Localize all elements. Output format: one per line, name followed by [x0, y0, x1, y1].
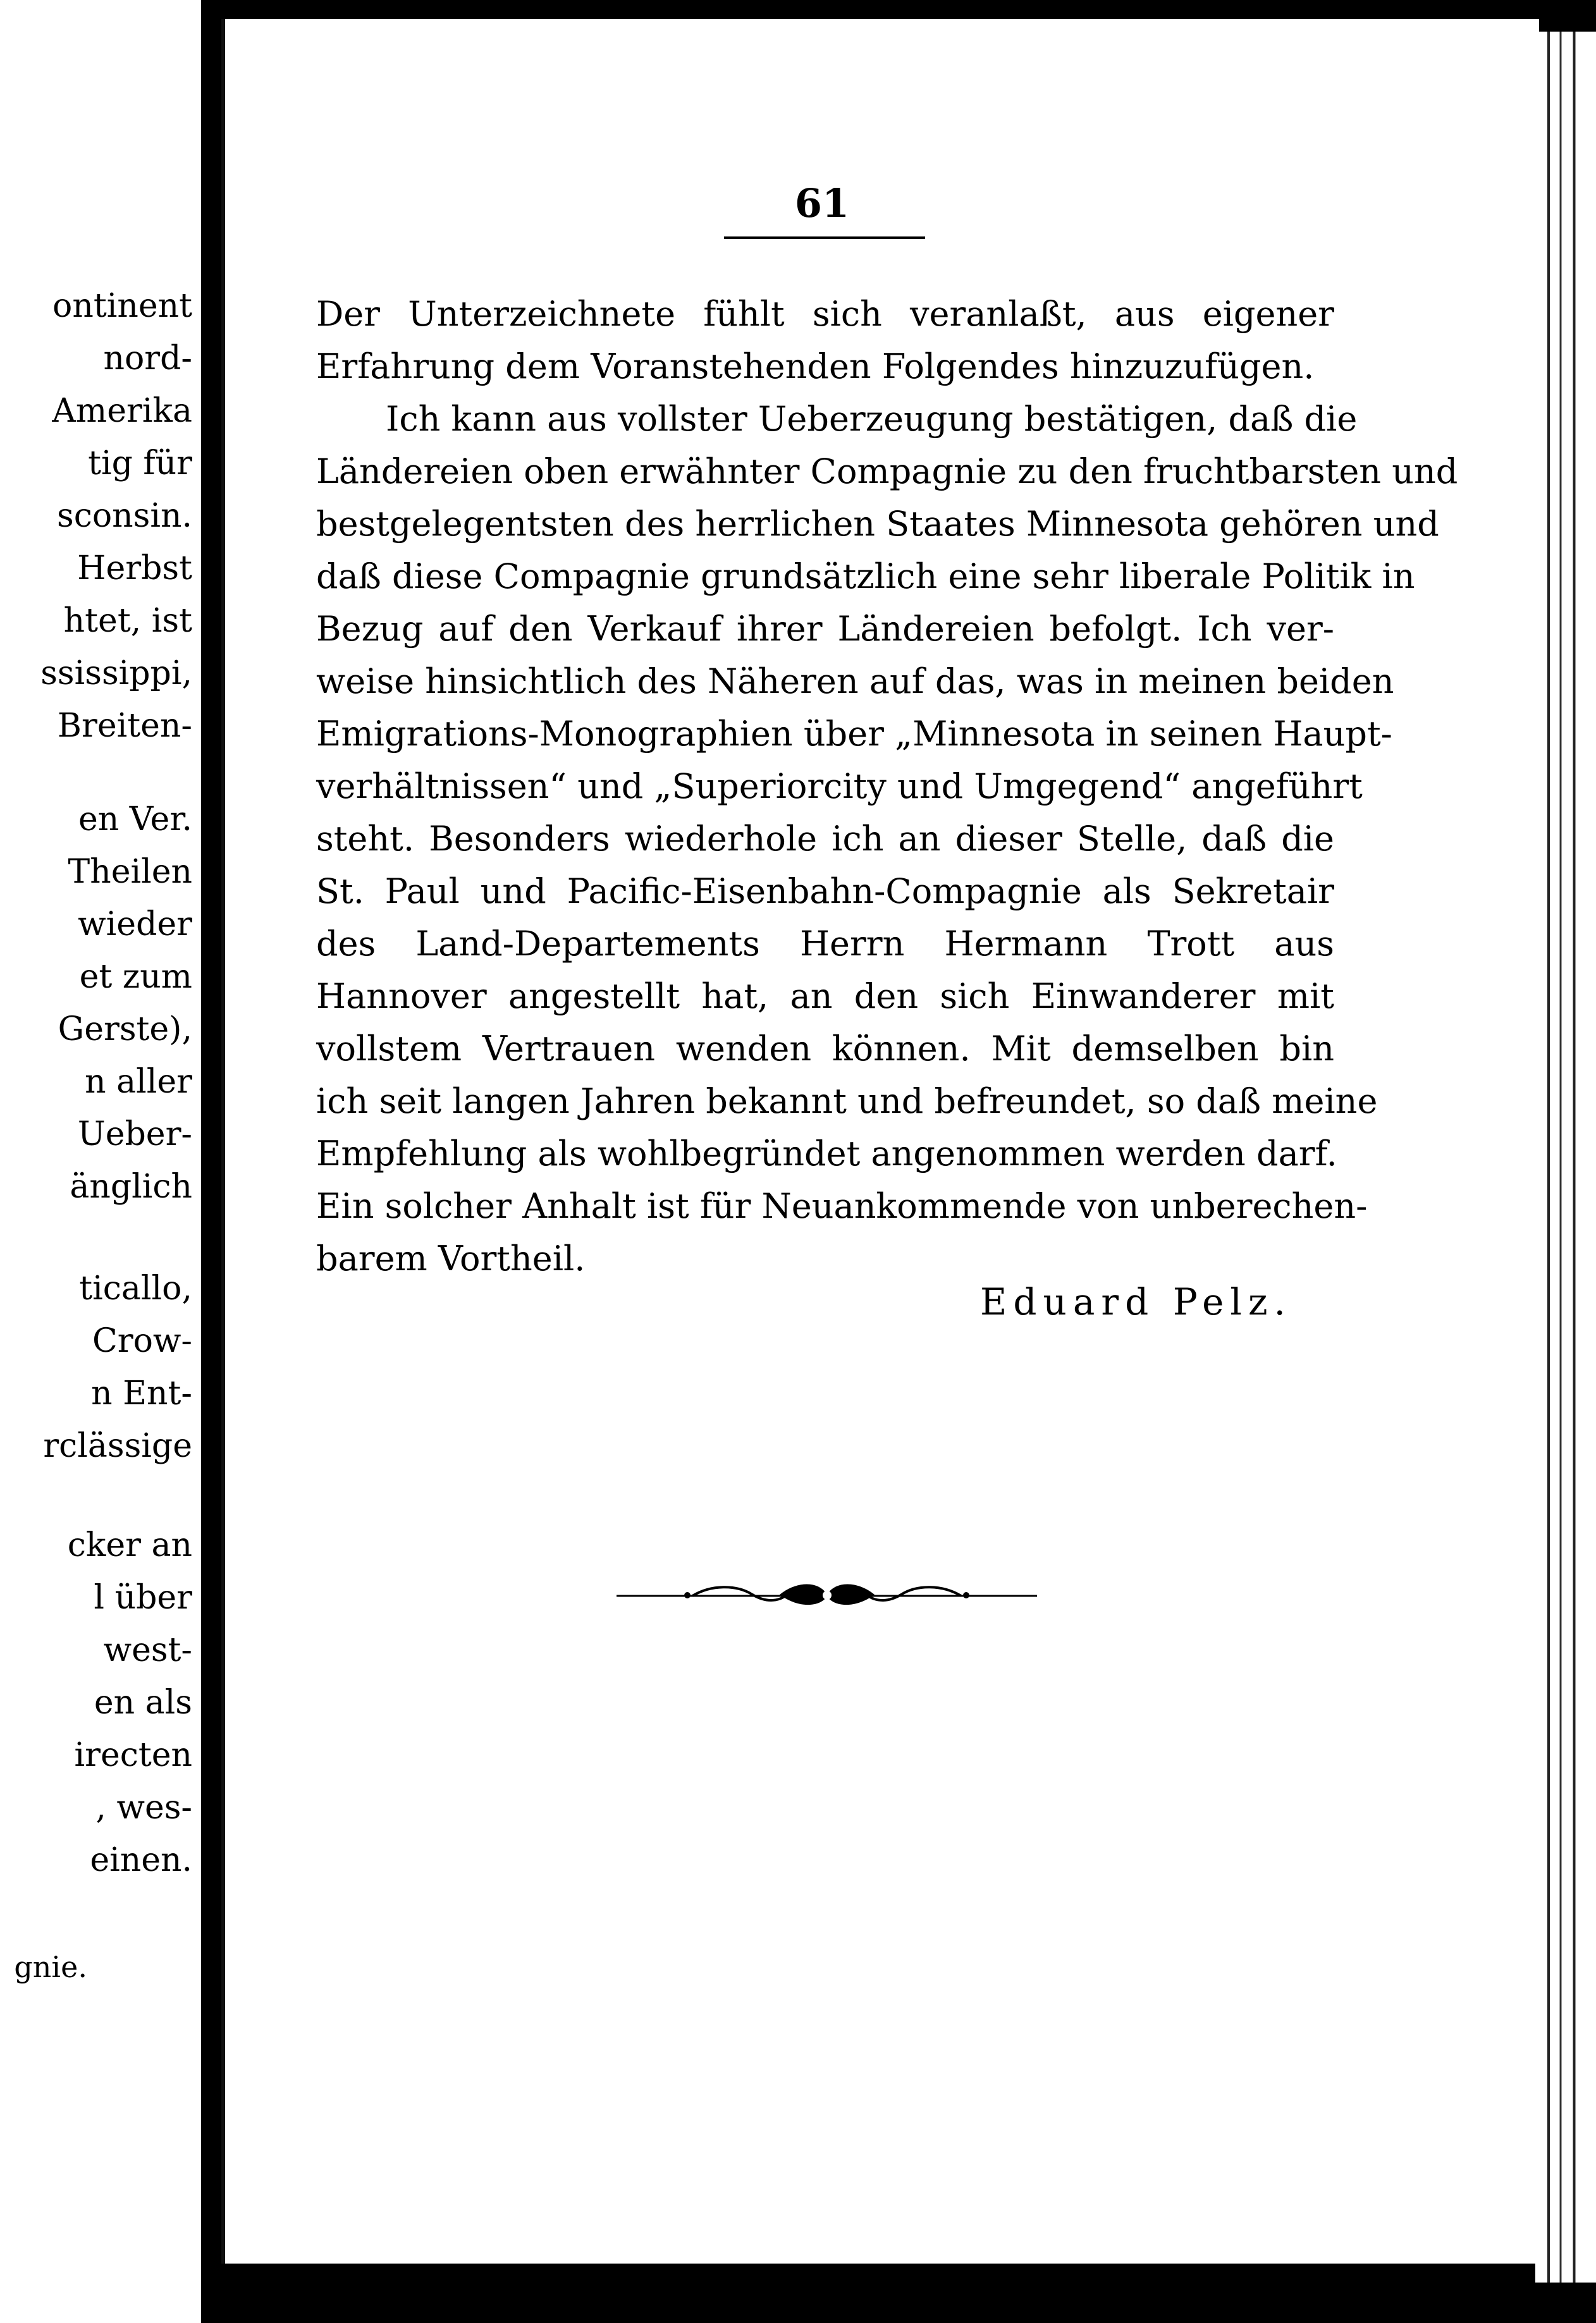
paragraph-line: Ich kann aus vollster Ueberzeugung bestätigen, daß die — [386, 399, 1358, 439]
left-page-line: gnie. — [14, 1950, 87, 1984]
left-page-line: Herbst — [77, 549, 192, 587]
paragraph-line: Empfehlung als wohlbegründet angenommen werden darf. — [316, 1134, 1337, 1174]
left-page-fragment — [0, 0, 201, 2323]
paragraph-line: daß diese Compagnie grundsätzlich eine sehr liberale Politik in — [316, 556, 1415, 596]
paragraph-line: steht. Besonders wiederhole ich an dieser Stelle, daß die — [316, 819, 1334, 859]
left-page-line: sconsin. — [57, 497, 192, 535]
paragraph-line: Ein solcher Anhalt ist für Neuankommende von unberechen- — [316, 1186, 1368, 1226]
left-page-line: Ueber- — [77, 1115, 192, 1153]
paragraph-line: verhältnissen“ und „Superiorcity und Umgegend“ angeführt — [316, 766, 1363, 806]
left-page-line: ssissippi, — [40, 654, 192, 692]
paragraph-line: St. Paul und Pacific-Eisenbahn-Compagnie als Sekretair — [316, 871, 1334, 911]
page-edge — [1535, 32, 1596, 2283]
left-page-line: cker an — [67, 1526, 192, 1564]
paragraph-line: bestgelegentsten des herrlichen Staates Minnesota gehören und — [316, 504, 1439, 544]
left-page-line: en Ver. — [78, 800, 192, 838]
left-page-line: nord- — [103, 340, 192, 377]
signature: Eduard Pelz. — [980, 1280, 1292, 1323]
left-page-line: en als — [94, 1684, 192, 1722]
body-text — [316, 288, 1458, 1285]
paragraph-line: ich seit langen Jahren bekannt und befreundet, so daß meine — [316, 1081, 1378, 1121]
paragraph-line: Erfahrung dem Voranstehenden Folgendes hinzuzufügen. — [316, 346, 1315, 386]
paragraph-line: weise hinsichtlich des Näheren auf das, was in meinen beiden — [316, 661, 1394, 701]
paragraph-line: Bezug auf den Verkauf ihrer Ländereien befolgt. Ich ver- — [316, 609, 1334, 649]
paragraph-line: Der Unterzeichnete fühlt sich veranlaßt, aus eigener — [316, 294, 1334, 334]
paragraph-line: Hannover angestellt hat, an den sich Einwanderer mit — [316, 976, 1334, 1016]
left-page-line: n aller — [85, 1063, 192, 1101]
left-page-line: west- — [103, 1631, 192, 1669]
left-page-line: rclässige — [43, 1427, 192, 1465]
left-page-line: tig für — [88, 444, 192, 482]
paragraph-line: Ländereien oben erwähnter Compagnie zu den fruchtbarsten und — [316, 451, 1458, 491]
left-page-line: ticallo, — [79, 1270, 192, 1308]
left-page-line: et zum — [79, 958, 192, 996]
paragraph-line: des Land-Departements Herrn Hermann Trott aus — [316, 924, 1334, 964]
paragraph-line: vollstem Vertrauen wenden können. Mit demselben bin — [316, 1029, 1334, 1069]
page-number-rule — [724, 236, 925, 239]
left-page-line: Crow- — [92, 1322, 192, 1360]
ornament-divider-icon — [617, 1576, 1037, 1614]
left-page-line: l über — [94, 1579, 192, 1617]
left-page-line: , wes- — [95, 1789, 192, 1827]
left-page-line: Theilen — [68, 853, 192, 891]
left-page-line: ontinent — [52, 287, 192, 325]
left-page-line: einen. — [90, 1841, 192, 1879]
left-page-line: Breiten- — [57, 707, 192, 745]
left-page-line: änglich — [70, 1168, 192, 1206]
left-page-line: n Ent- — [91, 1375, 192, 1413]
left-page-line: htet, ist — [63, 602, 192, 640]
left-page-line: Gerste), — [58, 1010, 192, 1048]
left-page-line: irecten — [74, 1736, 192, 1774]
left-page-line: Amerika — [52, 392, 192, 430]
paragraph-line: Emigrations-Monographien über „Minnesota in seinen Haupt- — [316, 714, 1392, 754]
left-page-line: wieder — [78, 905, 192, 943]
paragraph-line: barem Vortheil. — [316, 1239, 586, 1278]
page-number: 61 — [794, 180, 850, 226]
